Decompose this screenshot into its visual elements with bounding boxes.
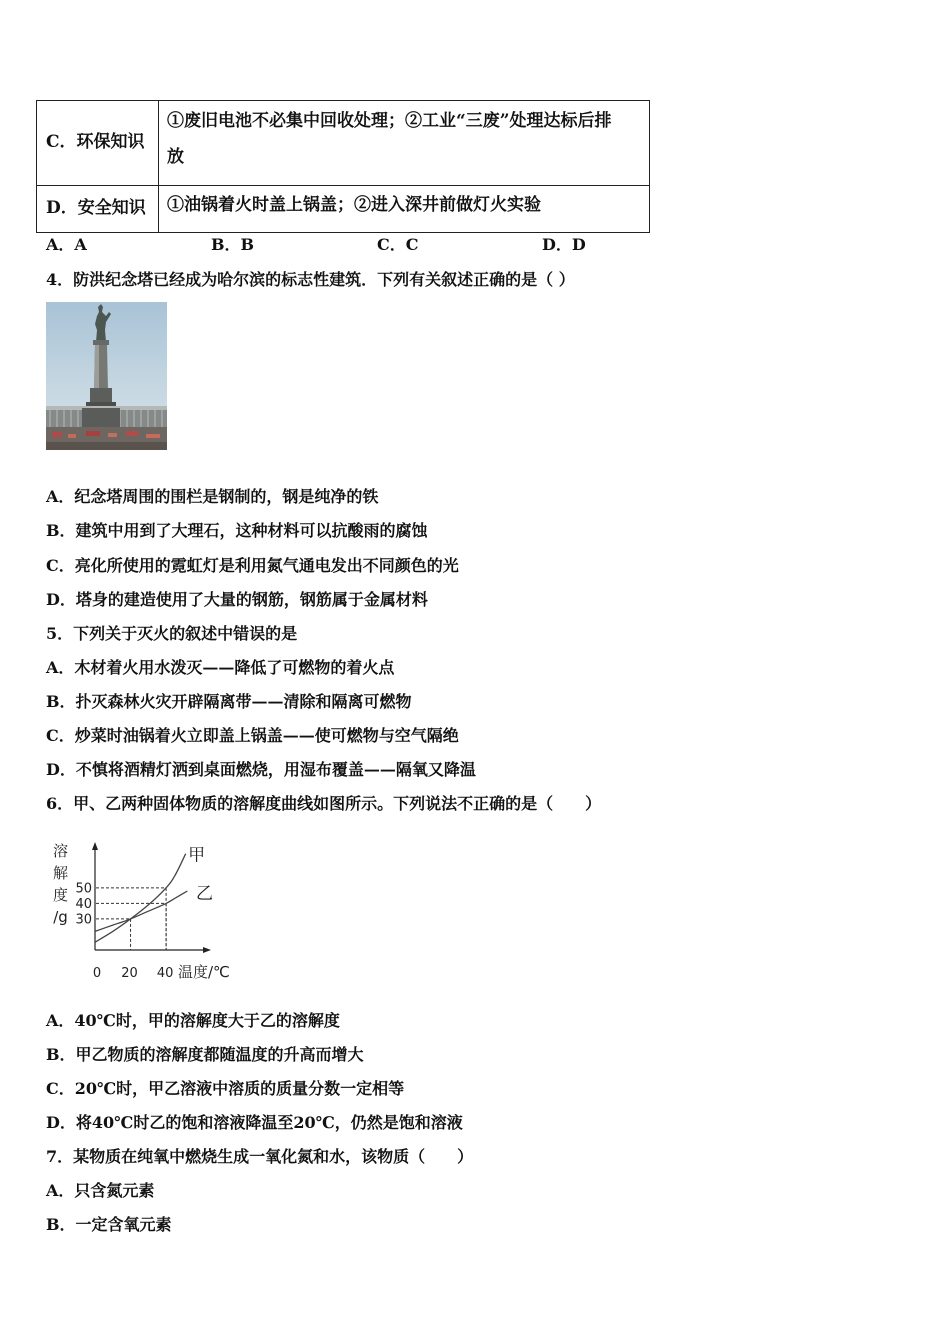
q5-stem: 5．下列关于灭火的叙述中错误的是: [46, 624, 298, 643]
tower-photo: [46, 302, 167, 450]
x-axis-label: 温度/℃: [178, 963, 230, 981]
tower-photo-image: [46, 302, 167, 450]
table-row-label: D．安全知识: [37, 186, 159, 233]
x-tick-label: 40: [156, 966, 174, 981]
solubility-chart: [40, 835, 240, 985]
q7-option-a: A．只含氮元素: [46, 1181, 155, 1200]
q5-option-b: B．扑灭森林火灾开辟隔离带——清除和隔离可燃物: [46, 692, 412, 711]
q4-stem: 4．防洪纪念塔已经成为哈尔滨的标志性建筑．下列有关叙述正确的是（ ）: [46, 270, 575, 289]
table-row: [37, 186, 650, 233]
q3-option-a: A．A: [46, 235, 87, 254]
table-row-content: ①油锅着火时盖上锅盖；②进入深井前做灯火实验: [159, 186, 650, 233]
series-label-1: 甲: [188, 845, 206, 866]
pedestal: [90, 388, 112, 404]
q6-option-c: C．20℃时，甲乙溶液中溶质的质量分数一定相等: [46, 1079, 405, 1098]
x-axis-arrow: [203, 947, 211, 953]
q6-option-b: B．甲乙物质的溶解度都随温度的升高而增大: [46, 1045, 364, 1064]
y-tick-label: 30: [75, 912, 92, 928]
solubility-chart-figure: [40, 835, 240, 985]
q6-stem: 6．甲、乙两种固体物质的溶解度曲线如图所示。下列说法不正确的是（ ）: [46, 794, 602, 813]
q3-option-d: D．D: [542, 235, 586, 254]
table-row: [37, 101, 650, 186]
y-tick-label: 40: [75, 896, 92, 912]
q6-option-d: D．将40℃时乙的饱和溶液降温至20℃，仍然是饱和溶液: [46, 1113, 463, 1132]
q3-option-c: C．C: [377, 235, 419, 254]
series-label-2: 乙: [195, 883, 213, 904]
knowledge-table: [36, 100, 650, 233]
q4-option-b: B．建筑中用到了大理石，这种材料可以抗酸雨的腐蚀: [46, 521, 428, 540]
q3-option-b: B．B: [211, 235, 255, 254]
y-tick-label: 50: [75, 881, 92, 897]
q7-option-b: B．一定含氧元素: [46, 1215, 172, 1234]
q4-option-c: C．亮化所使用的霓虹灯是利用氮气通电发出不同颜色的光: [46, 556, 459, 575]
chart-marks: [75, 846, 212, 981]
x-tick-label: 20: [121, 966, 138, 981]
q5-option-c: C．炒菜时油锅着火立即盖上锅盖——使可燃物与空气隔绝: [46, 726, 459, 745]
monument-base: [82, 408, 120, 427]
q5-option-a: A．木材着火用水泼灭——降低了可燃物的着火点: [46, 658, 395, 677]
y-axis-arrow: [92, 842, 98, 850]
table-row-content: ①废旧电池不必集中回收处理；②工业“三废”处理达标后排放: [159, 101, 650, 186]
q5-option-d: D．不慎将酒精灯洒到桌面燃烧，用湿布覆盖——隔氧又降温: [46, 760, 476, 779]
x-tick-label: 0: [92, 966, 102, 981]
q4-option-d: D．塔身的建造使用了大量的钢筋，钢筋属于金属材料: [46, 590, 428, 609]
curve-series-1: [95, 854, 186, 943]
q7-stem: 7．某物质在纯氧中燃烧生成一氧化氮和水，该物质（ ）: [46, 1147, 474, 1166]
column-capital: [93, 340, 109, 345]
q4-option-a: A．纪念塔周围的围栏是钢制的，钢是纯净的铁: [46, 487, 379, 506]
q6-option-a: A．40℃时，甲的溶解度大于乙的溶解度: [46, 1011, 340, 1030]
y-axis-label: 溶解度/g: [52, 842, 68, 926]
table-row-label: C．环保知识: [37, 101, 159, 186]
